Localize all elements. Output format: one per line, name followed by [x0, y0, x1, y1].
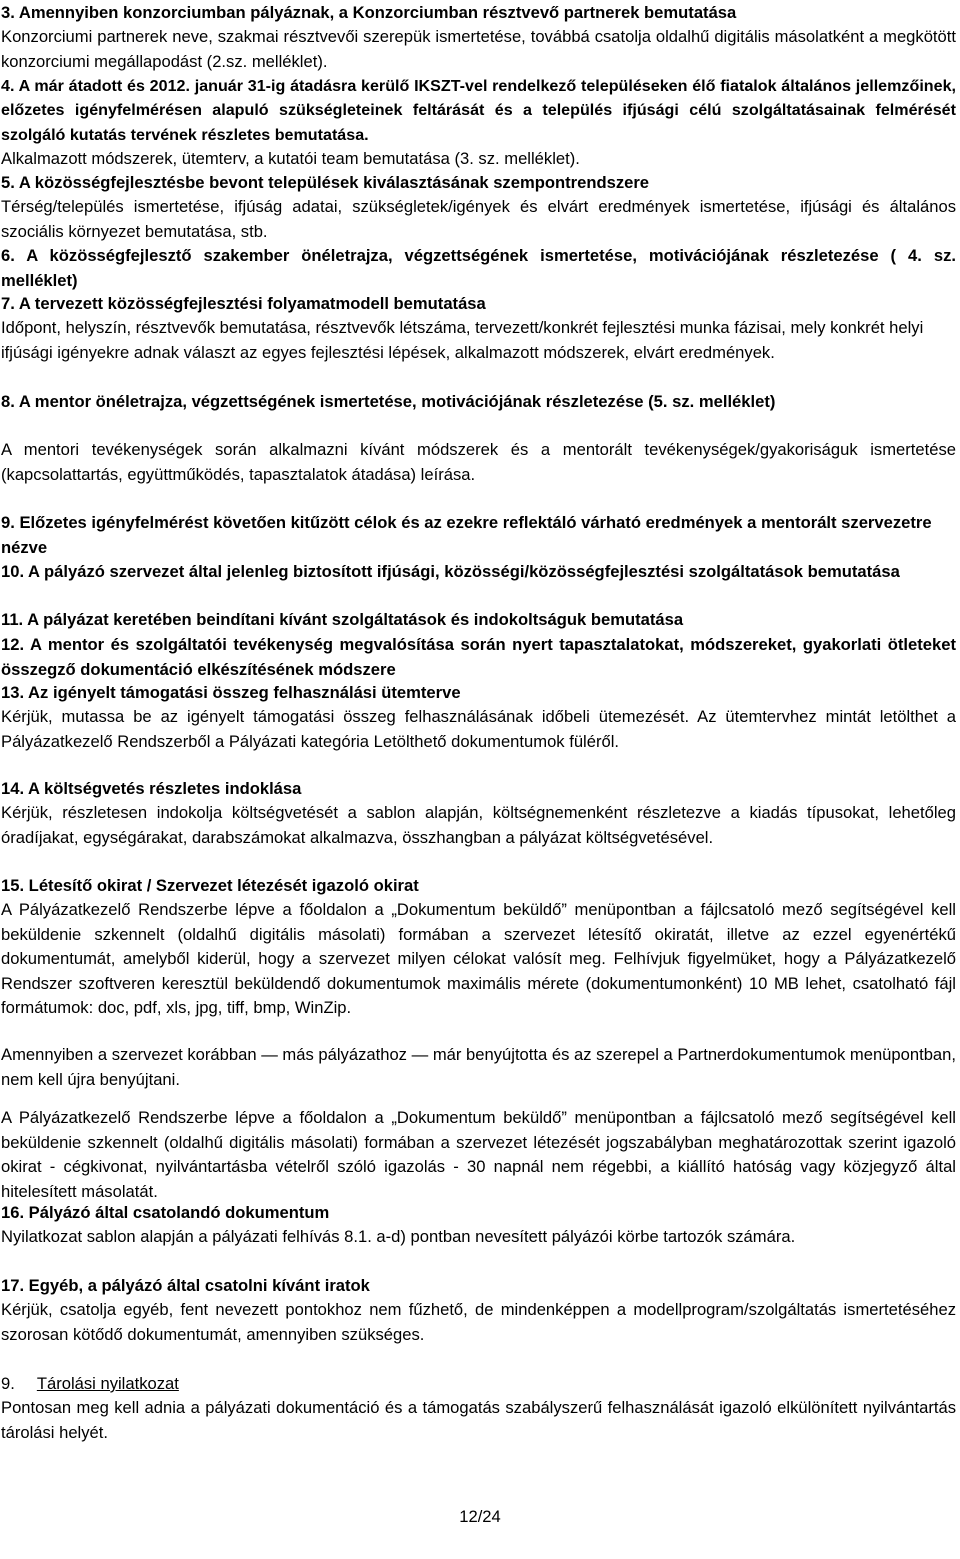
- section-13-text: Kérjük, mutassa be az igényelt támogatási összeg felhasználásának időbeli ütemezését. Az ütemtervhez mintát letölthet a Pályázatkezelő Rendszerből a Pályázati kategória Letölthető dokumentumok füléről.: [1, 707, 956, 751]
- section-14-title: 14. A költségvetés részletes indoklása: [1, 779, 302, 798]
- section-9-title: 9. Előzetes igényfelmérést követően kitűzött célok és az ezekre reflektáló várható eredmények a mentorált szervezetre nézve: [1, 513, 932, 557]
- numbered-heading-9-number: 9.: [1, 1374, 15, 1393]
- section-3-text: Konzorciumi partnerek neve, szakmai résztvevői szerepük ismertetése, továbbá csatolja oldalhű digitális másolatként a megkötött konzorciumi megállapodást (2.sz. melléklet).: [1, 27, 956, 71]
- section-13-title: 13. Az igényelt támogatási összeg felhasználási ütemterve: [1, 683, 461, 702]
- section-17-text: Kérjük, csatolja egyéb, fent nevezett pontokhoz nem fűzhető, de mindenképpen a modellprogram/szolgáltatás ismertetéséhez szorosan kötődő dokumentumát, amennyiben szükséges.: [1, 1300, 956, 1344]
- numbered-heading-9-text: Pontosan meg kell adnia a pályázati dokumentáció és a támogatás szabályszerű felhasználását igazoló elkülönített nyilvántartás tárolási helyét.: [1, 1398, 956, 1442]
- section-8-text: A mentori tevékenységek során alkalmazni kívánt módszerek és a mentorált tevékenységek/gyakoriságuk ismertetése (kapcsolattartás, együttműködés, tapasztalatok átadása) leírása.: [1, 440, 956, 484]
- section-15-text-3: A Pályázatkezelő Rendszerbe lépve a főoldalon a „Dokumentum beküldő” menüpontban a fájlcsatoló mező segítségével kell beküldenie szkennelt (oldalhű digitális másolati) formában a szervezet létezését jogszabályban meghatározottak szerint igazoló okirat - cégkivonat, nyilvántartásba vételről szóló igazolás - 30 napnál nem régebbi, a kiállító hatóság vagy közjegyző által hitelesített másolatát.: [1, 1108, 956, 1201]
- numbered-heading-9-title: Tárolási nyilatkozat: [36, 1374, 179, 1393]
- section-3-title: 3. Amennyiben konzorciumban pályáznak, a Konzorciumban résztvevő partnerek bemutatása: [1, 3, 737, 22]
- section-16-title: 16. Pályázó által csatolandó dokumentum: [1, 1203, 330, 1222]
- section-7-title: 7. A tervezett közösségfejlesztési folyamatmodell bemutatása: [1, 294, 486, 313]
- section-15-text-1: A Pályázatkezelő Rendszerbe lépve a főoldalon a „Dokumentum beküldő” menüpontban a fájlcsatoló mező segítségével kell beküldenie szkennelt (oldalhű digitális másolati) formában a szervezet létesítő okiratát, illetve az ezzel egyenértékű dokumentumát, amelyből kiderül, hogy a szervezet milyen célokat valósít meg. Felhívjuk figyelmüket, hogy a Pályázatkezelő Rendszer szoftveren keresztül beküldendő dokumentumok maximális mérete (dokumentumonként) 10 MB lehet, csatolható fájl formátumok: doc, pdf, xls, jpg, tiff, bmp, WinZip.: [1, 900, 956, 1017]
- section-12-title: 12. A mentor és szolgáltatói tevékenység megvalósítása során nyert tapasztalatokat, módszereket, gyakorlati ötleteket összegző dokumentáció elkészítésének módszere: [1, 635, 956, 679]
- section-4-text: Alkalmazott módszerek, ütemterv, a kutatói team bemutatása (3. sz. melléklet).: [1, 149, 580, 168]
- page-number: 12/24: [459, 1507, 501, 1526]
- section-8-title: 8. A mentor önéletrajza, végzettségének ismertetése, motivációjának részletezése (5. sz. melléklet): [1, 392, 776, 411]
- section-11-title: 11. A pályázat keretében beindítani kívánt szolgáltatások és indokoltságuk bemutatása: [1, 610, 684, 629]
- section-5-title: 5. A közösségfejlesztésbe bevont települések kiválasztásának szempontrendszere: [1, 173, 650, 192]
- section-6-title: 6. A közösségfejlesztő szakember önéletrajza, végzettségének ismertetése, motivációjának részletezése ( 4. sz. melléklet): [1, 246, 956, 290]
- section-7-text: Időpont, helyszín, résztvevők bemutatása, résztvevők létszáma, tervezett/konkrét fejlesztési munka fázisai, mely konkrét helyi ifjúsági igényekre adnak választ az egyes fejlesztési lépések, alkalmazott módszerek, elvárt eredmények.: [1, 318, 924, 362]
- section-16-text: Nyilatkozat sablon alapján a pályázati felhívás 8.1. a-d) pontban nevesített pályázói körbe tartozók számára.: [1, 1227, 796, 1246]
- section-15-text-2: Amennyiben a szervezet korábban — más pályázathoz — már benyújtotta és az szerepel a Partnerdokumentumok menüpontban, nem kell újra benyújtani.: [1, 1045, 956, 1089]
- section-15-title: 15. Létesítő okirat / Szervezet létezését igazoló okirat: [1, 876, 419, 895]
- section-14-text: Kérjük, részletesen indokolja költségvetését a sablon alapján, költségnemenként részletezve a kiadás típusokat, lehetőleg óradíjakat, egységárakat, darabszámokat alkalmazva, összhangban a pályázat költségvetésével.: [1, 803, 956, 847]
- section-5-text: Térség/település ismertetése, ifjúság adatai, szükségletek/igények és elvárt eredmények ismertetése, ifjúsági és általános szociális környezet bemutatása, stb.: [1, 197, 956, 241]
- section-10-title: 10. A pályázó szervezet által jelenleg biztosított ifjúsági, közösségi/közösségfejlesztési szolgáltatások bemutatása: [1, 562, 900, 581]
- section-4-title: 4. A már átadott és 2012. január 31-ig átadásra kerülő IKSZT-vel rendelkező településeken élő fiatalok általános jellemzőinek, előzetes igényfelmérésen alapuló szükségleteinek feltárását és a település ifjúsági célú szolgáltatásainak felmérését szolgáló kutatás tervének részletes bemutatása.: [1, 77, 956, 144]
- section-17-title: 17. Egyéb, a pályázó által csatolni kívánt iratok: [1, 1276, 370, 1295]
- numbered-heading-9: [1, 1372, 956, 1397]
